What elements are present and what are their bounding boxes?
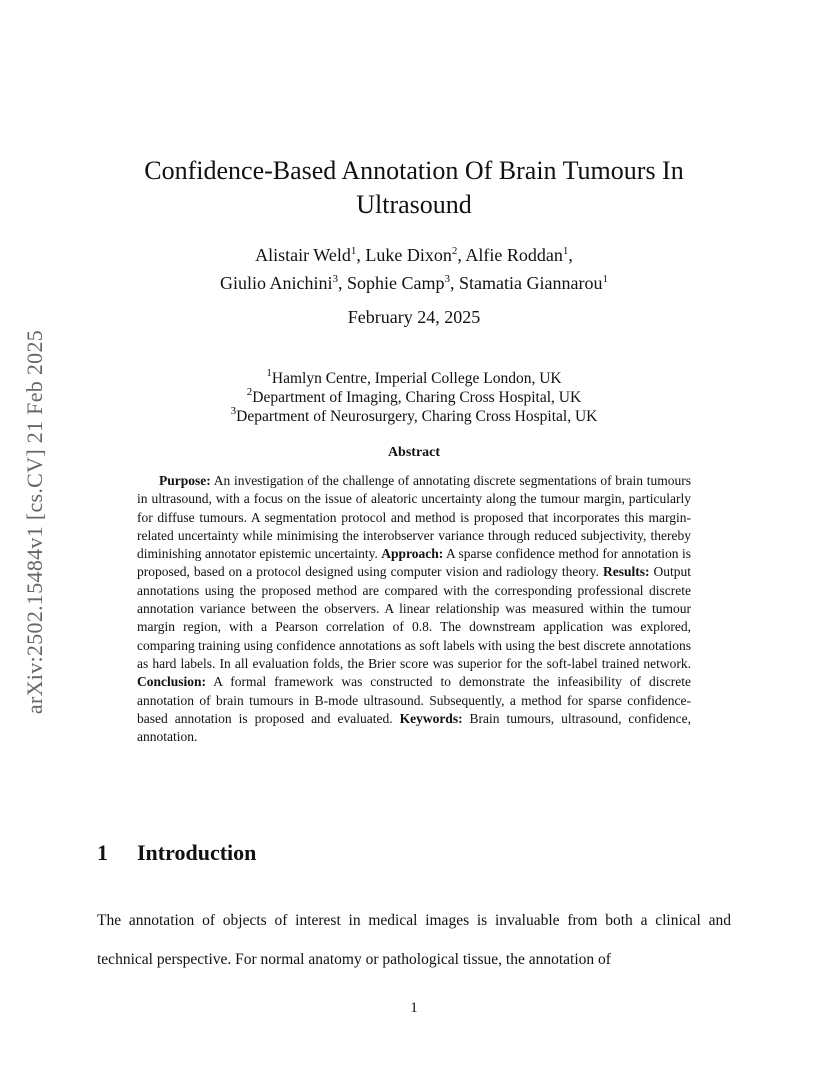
author-affiliation-mark: 3 xyxy=(444,273,451,285)
section-number: 1 xyxy=(97,840,108,865)
author-name: Giulio Anichini xyxy=(220,273,333,293)
affiliation-text: Hamlyn Centre, Imperial College London, UK xyxy=(271,370,562,387)
abstract-keywords-text: Brain tumours, ultrasound, confidence, annotation. xyxy=(137,710,691,745)
author-affiliation-mark: 1 xyxy=(562,245,569,257)
abstract-purpose-text: An investigation of the challenge of annotating discrete segmentations of brain tumours in ultrasound, with a focus on the issue of aleatoric uncertainty along the tumour margin, particularly for diffuse tumours. A segmentation protocol and method is proposed that incorporates this margin-related uncertainty while minimising the interobserver variance through reduced subjectivity, thereby diminishing annotator epistemic uncertainty. xyxy=(137,473,691,562)
author-affiliation-mark: 1 xyxy=(602,273,608,285)
author-name: Alfie Roddan xyxy=(465,245,563,265)
affiliation xyxy=(100,388,728,407)
abstract-results-text: Output annotations using the proposed method are compared with the corresponding professional discrete annotation variance between the observers. A linear relationship was measured within the tumour margin region, with a Pearson correlation of 0.8. The downstream application was explored, comparing training using confidence annotations as soft labels with using the best discrete annotations as hard labels. In all evaluation folds, the Brier score was superior for the soft-label trained network. xyxy=(137,564,691,671)
affiliation-number: 1 xyxy=(266,367,272,379)
introduction-paragraph: The annotation of objects of interest in medical images is invaluable from both a clinical and technical perspective. For normal anatomy or pathological tissue, the annotation of xyxy=(97,912,731,968)
arxiv-identifier: arXiv:2502.15484v1 [cs.CV] 21 Feb 2025 xyxy=(22,329,47,715)
affiliation xyxy=(100,407,728,426)
author-separator: , xyxy=(356,245,366,265)
abstract-conclusion-text: A formal framework was constructed to demonstrate the infeasibility of discrete annotation of brain tumours in B-mode ultrasound. Subsequently, a method for sparse confidence-based annotation is proposed and evaluated. xyxy=(137,674,691,726)
abstract-purpose-label: Purpose: xyxy=(159,473,211,488)
affiliation-number: 3 xyxy=(230,405,237,417)
author-separator: , xyxy=(568,245,573,265)
abstract-body xyxy=(137,472,691,746)
affiliation-number: 2 xyxy=(246,386,253,398)
section-title: Introduction xyxy=(137,840,257,865)
abstract-results-label: Results: xyxy=(602,564,650,580)
abstract-conclusion-label: Conclusion: xyxy=(137,674,207,690)
author-affiliation-mark: 1 xyxy=(350,245,357,257)
affiliation-list xyxy=(100,369,728,426)
author-name: Luke Dixon xyxy=(365,245,452,265)
author-affiliation-mark: 2 xyxy=(451,245,458,257)
section-heading-introduction xyxy=(97,840,256,866)
abstract-approach-text: A sparse confidence method for annotation is proposed, based on a protocol designed using computer vision and radiology theory. xyxy=(137,546,691,580)
author-separator: , xyxy=(338,273,348,293)
affiliation-text: Department of Neurosurgery, Charing Cross Hospital, UK xyxy=(236,408,598,425)
author-separator: , xyxy=(450,273,460,293)
abstract-approach-label: Approach: xyxy=(381,546,444,562)
author-list xyxy=(100,241,728,297)
affiliation xyxy=(100,369,728,388)
author-affiliation-mark: 3 xyxy=(332,273,339,285)
affiliation-text: Department of Imaging, Charing Cross Hospital, UK xyxy=(252,389,582,406)
author-line-1 xyxy=(100,241,728,269)
page-number: 1 xyxy=(410,1000,418,1016)
author-name: Stamatia Giannarou xyxy=(459,273,603,293)
author-line-2 xyxy=(100,269,728,297)
author-name: Sophie Camp xyxy=(347,273,445,293)
paper-title: Confidence-Based Annotation Of Brain Tumours In Ultrasound xyxy=(144,156,684,219)
abstract-keywords-label: Keywords: xyxy=(399,710,463,726)
author-name: Alistair Weld xyxy=(255,245,351,265)
abstract-heading: Abstract xyxy=(387,445,441,460)
author-separator: , xyxy=(457,245,466,265)
publication-date: February 24, 2025 xyxy=(347,307,481,327)
